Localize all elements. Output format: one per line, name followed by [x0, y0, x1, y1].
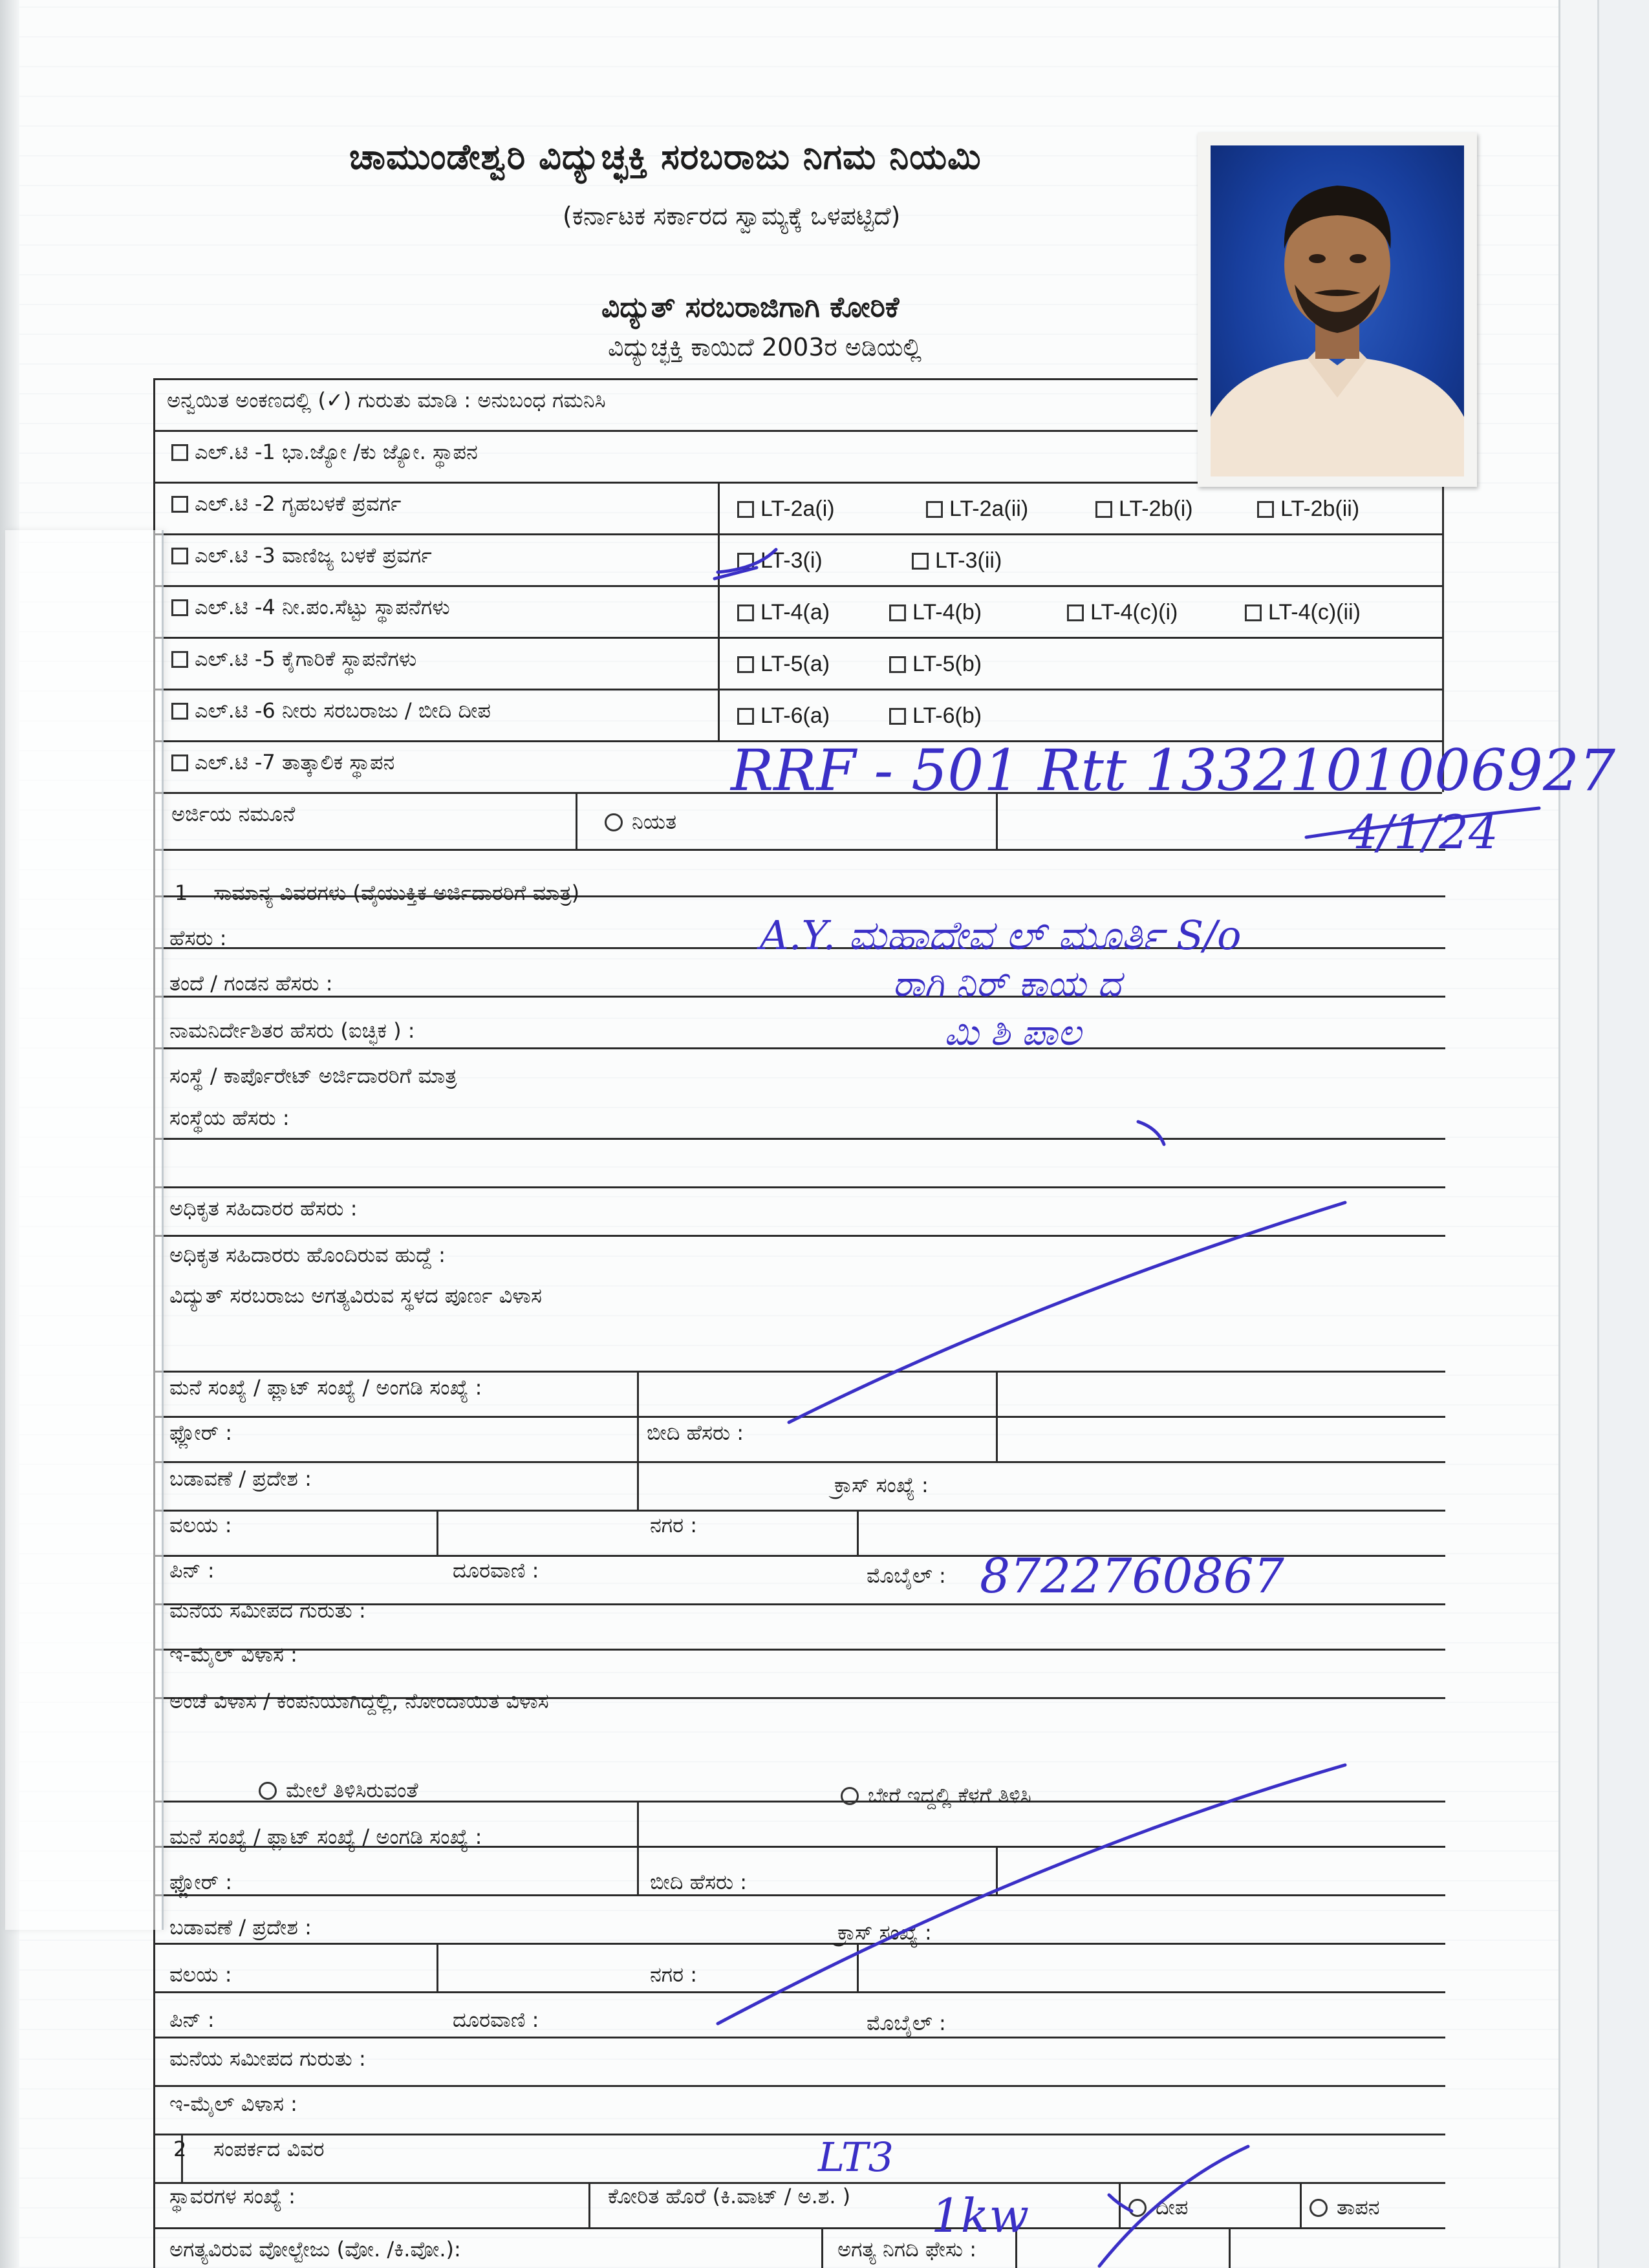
street-label-2: ಬೀದಿ ಹೆಸರು : [650, 1870, 748, 1894]
pin-label: ಪಿನ್ : [169, 1558, 215, 1583]
requested-load-label: ಕೋರಿತ ಹೊರೆ (ಕಿ.ವಾಟ್ / ಅ.ಶ. ) [608, 2184, 851, 2209]
phase-label: ಅಗತ್ಯ ನಿಗದಿ ಫೇಸು : [837, 2237, 977, 2262]
voltage-label: ಅಗತ್ಯವಿರುವ ವೋಲ್ಟೇಜು (ವೋ. /ಕಿ.ವೋ.): [169, 2237, 461, 2262]
house-number-label-2: ಮನೆ ಸಂಖ್ಯೆ / ಫ್ಲಾಟ್ ಸಂಖ್ಯೆ / ಅಂಗಡಿ ಸಂಖ್ಯೆ : [169, 1824, 482, 1849]
category-lt7-checkbox[interactable] [171, 754, 188, 771]
option-lt4-b[interactable]: LT-4(b) [889, 600, 982, 625]
category-lt1[interactable]: ಎಲ್.ಟಿ -1 ಭಾ.ಜ್ಯೋ /ಕು ಜ್ಯೋ. ಸ್ಥಾಪನ [171, 440, 478, 465]
area-label: ಬಡಾವಣೆ / ಪ್ರದೇಶ : [169, 1466, 312, 1491]
comm-address-label: ಅಂಚೆ ವಿಳಾಸ / ಕಂಪನಿಯಾಗಿದ್ದಲ್ಲಿ, ನೋಂದಾಯಿತ ವಿಳಾಸ [169, 1689, 549, 1713]
category-lt6-checkbox[interactable] [171, 703, 188, 720]
category-lt2-checkbox[interactable] [171, 496, 188, 513]
email-label: ಇ-ಮೈಲ್ ವಿಳಾಸ : [169, 1642, 297, 1667]
heating-option[interactable]: ತಾಪನ [1310, 2195, 1380, 2220]
phone-label-2: ದೂರವಾಣಿ : [453, 2007, 539, 2032]
mobile-label-2: ಮೊಬೈಲ್ : [867, 2011, 946, 2035]
category-lt2[interactable]: ಎಲ್.ಟಿ -2 ಗೃಹಬಳಕೆ ಪ್ರವರ್ಗ [171, 491, 401, 517]
option-lt4-c-ii[interactable]: LT-4(c)(ii) [1245, 600, 1361, 625]
handwritten-reference-number: RRF - 501 Rtt 1332101006927 [731, 737, 1615, 804]
nominee-label: ನಾಮನಿರ್ದೇಶಿತರ ಹೆಸರು (ಐಚ್ಛಿಕ ) : [169, 1018, 415, 1043]
option-lt6-b[interactable]: LT-6(b) [889, 703, 982, 729]
category-lt5[interactable]: ಎಲ್.ಟಿ -5 ಕೈಗಾರಿಕೆ ಸ್ಥಾಪನೆಗಳು [171, 647, 416, 672]
installations-count-label: ಸ್ಥಾವರಗಳ ಸಂಖ್ಯೆ : [169, 2184, 296, 2209]
option-lt6-a[interactable]: LT-6(a) [737, 703, 830, 729]
applicant-photo [1198, 133, 1477, 487]
handwritten-mobile-number: 8722760867 [980, 1548, 1284, 1604]
other-address-radio[interactable] [841, 1787, 859, 1805]
handwritten-load-value: 1kw [931, 2188, 1029, 2243]
section2-number: 2 [173, 2137, 187, 2161]
option-lt2a-ii[interactable]: LT-2a(ii) [926, 497, 1028, 522]
option-lt2b-ii[interactable]: LT-2b(ii) [1257, 497, 1359, 522]
option-lt3-i[interactable]: LT-3(i) [737, 548, 823, 573]
phone-label: ದೂರವಾಣಿ : [453, 1558, 539, 1583]
form-title: ವಿದ್ಯುತ್ ಸರಬರಾಜಿಗಾಗಿ ಕೋರಿಕೆ [601, 291, 900, 324]
house-number-label: ಮನೆ ಸಂಖ್ಯೆ / ಫ್ಲಾಟ್ ಸಂಖ್ಯೆ / ಅಂಗಡಿ ಸಂಖ್ಯೆ : [169, 1375, 482, 1400]
company-title: ಚಾಮುಂಡೇಶ್ವರಿ ವಿದ್ಯುಚ್ಛಕ್ತಿ ಸರಬರಾಜು ನಿಗಮ ನಿಯಮಿ [349, 136, 982, 177]
company-subtitle: (ಕರ್ನಾಟಕ ಸರ್ಕಾರದ ಸ್ವಾಮ್ಯಕ್ಕೆ ಒಳಪಟ್ಟಿದೆ) [563, 202, 901, 230]
supply-address-label: ವಿದ್ಯುತ್ ಸರಬರಾಜು ಅಗತ್ಯವಿರುವ ಸ್ಥಳದ ಪೂರ್ಣ ವಿಳಾಸ [169, 1283, 542, 1308]
cross-number-label: ಕ್ರಾಸ್ ಸಂಖ್ಯೆ : [834, 1473, 929, 1497]
auth-post-label: ಅಧಿಕೃತ ಸಹಿದಾರರು ಹೊಂದಿರುವ ಹುದ್ದೆ : [169, 1243, 446, 1267]
category-lt3[interactable]: ಎಲ್.ಟಿ -3 ವಾಣಿಜ್ಯ ಬಳಕೆ ಪ್ರವರ್ಗ [171, 543, 432, 568]
floor-label: ಫ್ಲೋರ್ : [169, 1420, 233, 1445]
category-lt1-checkbox[interactable] [171, 444, 188, 461]
option-lt5-b[interactable]: LT-5(b) [889, 652, 982, 677]
org-name-label: ಸಂಸ್ಥೆಯ ಹೆಸರು : [169, 1106, 290, 1130]
category-lt7[interactable]: ಎಲ್.ಟಿ -7 ತಾತ್ಕಾಲಿಕ ಸ್ಥಾಪನ [171, 750, 394, 775]
section1-title: ಸಾಮಾನ್ಯ ವಿವರಗಳು (ವೈಯುಕ್ತಿಕ ಅರ್ಜಿದಾರರಿಗೆ ಮಾತ್ರ) [213, 881, 580, 905]
floor-label-2: ಫ್ಲೋರ್ : [169, 1870, 233, 1894]
landmark-label: ಮನೆಯ ಸಮೀಪದ ಗುರುತು : [169, 1598, 366, 1623]
option-lt4-a[interactable]: LT-4(a) [737, 600, 830, 625]
mobile-label: ಮೊಬೈಲ್ : [867, 1563, 946, 1588]
zone-label: ವಲಯ : [169, 1513, 232, 1537]
handwritten-date: 4/1/24 [1348, 805, 1498, 859]
same-as-above-option[interactable]: ಮೇಲೆ ತಿಳಿಸಿರುವಂತೆ [259, 1778, 418, 1803]
category-lt3-checkbox[interactable] [171, 548, 188, 564]
same-as-above-radio[interactable] [259, 1782, 277, 1800]
regular-radio[interactable] [605, 813, 623, 831]
category-lt5-checkbox[interactable] [171, 651, 188, 668]
act-line: ವಿದ್ಯುಚ್ಛಕ್ತಿ ಕಾಯಿದೆ 2003ರ ಅಡಿಯಲ್ಲಿ [608, 333, 922, 361]
street-label: ಬೀದಿ ಹೆಸರು : [647, 1420, 744, 1445]
city-label: ನಗರ : [650, 1513, 697, 1537]
category-lt4[interactable]: ಎಲ್.ಟಿ -4 ನೀ.ಪಂ.ಸೆಟ್ಟು ಸ್ಥಾಪನೆಗಳು [171, 595, 450, 620]
category-lt4-checkbox[interactable] [171, 599, 188, 616]
lamp-option[interactable]: ದೀಪ [1128, 2195, 1188, 2220]
cross-number-label-2: ಕ್ರಾಸ್ ಸಂಖ್ಯೆ : [837, 1920, 932, 1945]
option-lt4-c-i[interactable]: LT-4(c)(i) [1067, 600, 1178, 625]
corporate-label: ಸಂಸ್ಥೆ / ಕಾರ್ಪೊರೇಟ್ ಅರ್ಜಿದಾರರಿಗೆ ಮಾತ್ರ [169, 1064, 457, 1088]
instruction-text: ಅನ್ವಯಿತ ಅಂಕಣದಲ್ಲಿ (✓) ಗುರುತು ಮಾಡಿ : ಅನುಬಂಧ ಗಮನಿಸಿ [167, 388, 606, 412]
background-paper-edge [1597, 0, 1649, 2268]
city-label-2: ನಗರ : [650, 1962, 697, 1987]
option-lt2a-i[interactable]: LT-2a(i) [737, 497, 835, 522]
overlapping-paper-slip [5, 530, 164, 1930]
area-label-2: ಬಡಾವಣೆ / ಪ್ರದೇಶ : [169, 1915, 312, 1940]
application-type-label: ಅರ್ಜಿಯ ನಮೂನೆ [171, 802, 296, 826]
application-type-regular[interactable]: ನಿಯತ [605, 809, 676, 835]
zone-label-2: ವಲಯ : [169, 1962, 232, 1987]
heating-radio[interactable] [1310, 2199, 1328, 2217]
handwritten-applicant-name: A.Y. ಮಹಾದೇವ ಲ್ ಮೂರ್ತಿ S/o [760, 912, 1242, 959]
other-address-option[interactable]: ಬೇರೆ ಇದ್ದಲ್ಲಿ ಕೆಳಗೆ ತಿಳಿಸಿ [841, 1783, 1031, 1808]
option-lt3-ii[interactable]: LT-3(ii) [912, 548, 1002, 573]
auth-signatory-label: ಅಧಿಕೃತ ಸಹಿದಾರರ ಹೆಸರು : [169, 1196, 358, 1221]
section2-title: ಸಂಪರ್ಕದ ವಿವರ [213, 2137, 325, 2161]
handwritten-class-mark: LT3 [818, 2134, 894, 2181]
option-lt2b-i[interactable]: LT-2b(i) [1095, 497, 1193, 522]
lamp-radio[interactable] [1128, 2199, 1147, 2217]
pin-label-2: ಪಿನ್ : [169, 2007, 215, 2032]
name-label: ಹೆಸರು : [169, 926, 227, 950]
email-label-2: ಇ-ಮೈಲ್ ವಿಳಾಸ : [169, 2091, 297, 2116]
section1-number: 1 [175, 881, 188, 905]
option-lt5-a[interactable]: LT-5(a) [737, 652, 830, 677]
handwritten-extra-line: ಮಿ ಶಿ ಪಾಲ [944, 1012, 1081, 1054]
father-name-label: ತಂದೆ / ಗಂಡನ ಹೆಸರು : [169, 971, 333, 996]
handwritten-father-name: ರಾಗಿ ನಿರ್ ಕಾಯ ದ [892, 963, 1121, 1005]
category-lt6[interactable]: ಎಲ್.ಟಿ -6 ನೀರು ಸರಬರಾಜು / ಬೀದಿ ದೀಪ [171, 698, 491, 723]
landmark-label-2: ಮನೆಯ ಸಮೀಪದ ಗುರುತು : [169, 2046, 366, 2071]
